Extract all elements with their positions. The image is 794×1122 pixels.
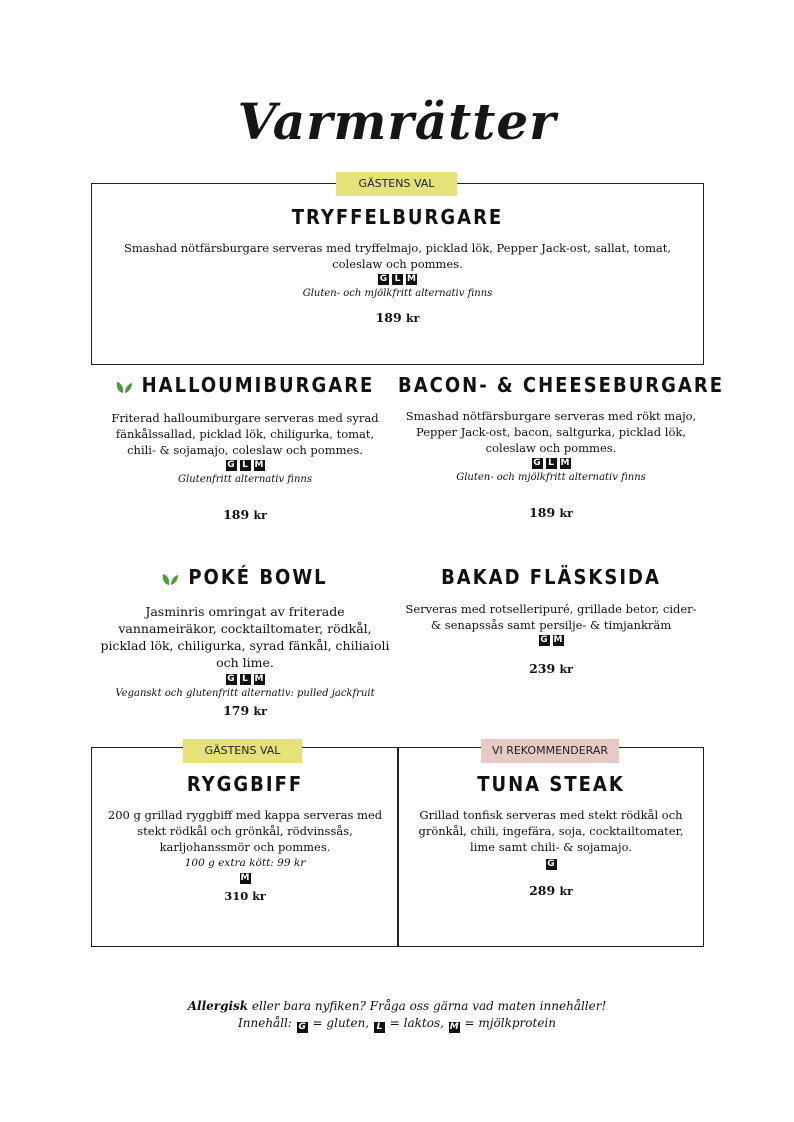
price-value: 289 <box>529 883 556 898</box>
dish-note: 100 g extra kött: 99 kr <box>184 857 306 869</box>
price-value: 310 <box>224 889 249 903</box>
dish-note: Glutenfritt alternativ finns <box>178 473 312 485</box>
dish-halloumiburgare <box>92 373 398 522</box>
allergen-badges <box>92 459 398 472</box>
price-unit: kr <box>253 704 267 718</box>
allergen-badge: M <box>448 1021 461 1034</box>
dish-name: TUNA STEAK <box>477 772 625 796</box>
allergen-badge: L <box>391 273 404 286</box>
legend-text: = laktos, <box>385 1016 448 1030</box>
guest-choice-tag: GÄSTENS VAL <box>336 172 457 196</box>
dish-description: Friterad halloumiburgare serveras med syrad fänkålssallad, picklad lök, chiligurka, tomat, chili- & sojamajo, coleslaw och pommes. <box>111 410 379 457</box>
allergen-badge: G <box>531 457 544 470</box>
dish-price <box>92 310 703 325</box>
price-value: 189 <box>375 310 402 325</box>
allergen-badge: M <box>239 872 252 885</box>
footer-question: eller bara nyfiken? Fråga oss gärna vad maten innehåller! <box>248 999 607 1013</box>
allergen-badge: M <box>253 459 266 472</box>
footer-content-label: Innehåll: <box>238 1016 296 1030</box>
footer-question-line <box>0 998 794 1015</box>
dish-name: BAKAD FLÄSKSIDA <box>441 565 661 589</box>
price-unit: kr <box>559 885 573 898</box>
allergen-badge: L <box>373 1021 386 1034</box>
dish-price <box>92 703 398 718</box>
leaf-icon <box>116 375 132 399</box>
dish-tryffelburgare <box>92 205 703 325</box>
allergen-badge: G <box>538 634 551 647</box>
dish-tuna-steak <box>398 772 704 898</box>
allergen-badge: G <box>225 673 238 686</box>
leaf-icon <box>162 567 178 591</box>
dish-price <box>398 661 704 676</box>
dish-price <box>398 883 704 898</box>
dish-price <box>398 505 704 520</box>
dish-name: HALLOUMIBURGARE <box>141 373 375 397</box>
price-value: 239 <box>529 661 556 676</box>
allergen-badges <box>92 872 398 885</box>
dish-poke-bowl <box>92 565 398 718</box>
dish-note: Gluten- och mjölkfritt alternativ finns <box>456 472 646 483</box>
allergen-footer <box>0 998 794 1034</box>
allergen-badges <box>92 273 703 286</box>
dish-price <box>92 889 398 903</box>
price-unit: kr <box>253 508 267 522</box>
price-value: 189 <box>223 506 250 522</box>
price-unit: kr <box>559 507 573 520</box>
footer-legend-line <box>0 1015 794 1034</box>
dish-name: BACON- & CHEESEBURGARE <box>398 373 725 397</box>
allergen-badge: L <box>239 673 252 686</box>
dish-note: Gluten- och mjölkfritt alternativ finns <box>302 288 493 299</box>
price-value: 179 <box>223 702 250 718</box>
legend-text: = gluten, <box>308 1016 373 1030</box>
dish-note: Veganskt och glutenfritt alternativ: pulled jackfruit <box>115 687 375 699</box>
price-value: 189 <box>529 505 556 520</box>
dish-description: Jasminris omringat av friterade vannameiräkor, cocktailtomater, rödkål, picklad lök, chiligurka, syrad fänkål, chiliaioli och lime. <box>100 603 390 670</box>
recommend-tag: VI REKOMMENDERAR <box>481 739 619 763</box>
allergen-badge: G <box>545 858 558 871</box>
page-title: Varmrätter <box>237 92 557 151</box>
allergen-badge: M <box>559 457 572 470</box>
allergen-badges <box>398 858 704 871</box>
dish-price <box>92 507 398 522</box>
allergen-badge: L <box>545 457 558 470</box>
price-unit: kr <box>252 890 266 903</box>
dish-bakad-flasksida <box>398 565 704 676</box>
guest-choice-tag: GÄSTENS VAL <box>183 739 302 763</box>
dish-name: POKÉ BOWL <box>188 565 328 589</box>
allergen-badge: G <box>225 459 238 472</box>
dish-description: Smashad nötfärsburgare serveras med rökt majo, Pepper Jack-ost, bacon, saltgurka, picklad lök, coleslaw och pommes. <box>405 409 697 455</box>
allergen-badge: G <box>377 273 390 286</box>
legend-text: = mjölkprotein <box>460 1016 556 1030</box>
allergen-badges <box>398 634 704 647</box>
allergen-badge: M <box>253 673 266 686</box>
allergen-badge: G <box>296 1021 309 1034</box>
dish-description: Smashad nötfärsburgare serveras med tryffelmajo, picklad lök, Pepper Jack-ost, sallat, tomat, coleslaw och pommes. <box>123 241 672 271</box>
footer-allergic-label: Allergisk <box>187 999 249 1013</box>
allergen-badge: M <box>552 634 565 647</box>
dish-name: RYGGBIFF <box>186 772 304 796</box>
allergen-badge: L <box>239 459 252 472</box>
price-unit: kr <box>406 312 420 325</box>
allergen-badge: M <box>405 273 418 286</box>
dish-bacon-cheeseburgare <box>398 373 725 520</box>
dish-name: TRYFFELBURGARE <box>291 205 504 229</box>
price-unit: kr <box>559 663 573 676</box>
dish-ryggbiff <box>92 772 398 903</box>
dish-description: Grillad tonfisk serveras med stekt rödkål och grönkål, chili, ingefära, soja, cocktailtomater, lime samt chili- & sojamajo. <box>418 808 684 854</box>
allergen-badges <box>92 673 398 686</box>
dish-description: Serveras med rotselleripuré, grillade betor, cider- & senapssås samt persilje- & timjankräm <box>405 602 697 632</box>
allergen-badges <box>398 457 704 470</box>
dish-description: 200 g grillad ryggbiff med kappa serveras med stekt rödkål och grönkål, rödvinssås, karljohanssmör och pommes. <box>107 808 383 854</box>
